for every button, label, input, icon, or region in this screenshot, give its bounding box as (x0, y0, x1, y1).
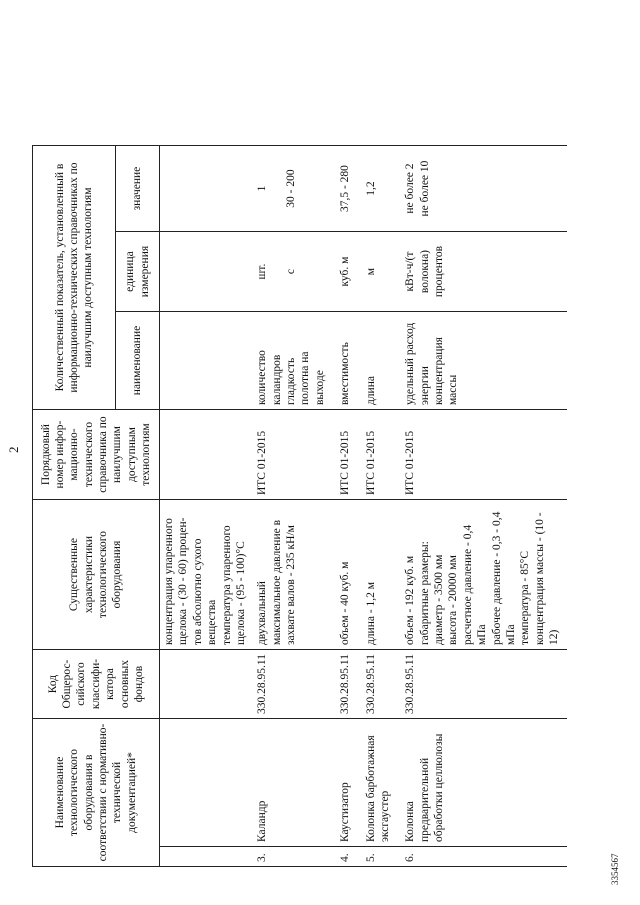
header-okof-code: Код Общерос-сийского классифи-катора основных фондов (33, 650, 160, 719)
header-indicator-value: значение (116, 146, 160, 232)
characteristics: объем - 40 куб. м (333, 500, 358, 650)
header-indicator-name: наименование (116, 312, 160, 410)
continuation-row (160, 146, 251, 867)
indicator-names: длина (359, 312, 399, 410)
indicator-units: шт. с (250, 232, 333, 312)
header-equipment-name: Наименование технологического оборудования в соответствии с нормативно-технической документацией* (33, 719, 160, 867)
equipment-name: Каустизатор (333, 719, 358, 847)
page-number: 2 (6, 446, 21, 453)
okof-code: 330.28.95.11 (333, 650, 358, 719)
okof-code: 330.28.95.11 (250, 650, 333, 719)
table-row (333, 146, 358, 867)
table-row (359, 146, 399, 867)
its-number: ИТС 01-2015 (359, 410, 399, 500)
row-number: 6. (398, 847, 567, 867)
indicator-values: 1,2 (359, 146, 399, 232)
header-characteristics: Существенные характеристики технологического оборудования (33, 500, 160, 650)
header-quantitative-indicator: Количественный показатель, установленный в информационно-технических справочниках по наилучшим доступным технологиям (33, 146, 116, 410)
row-number: 4. (333, 847, 358, 867)
row-number: 3. (250, 847, 333, 867)
table-header (33, 146, 160, 867)
indicator-units: кВт-ч/(т волокна) процентов (398, 232, 567, 312)
its-number: ИТС 01-2015 (333, 410, 358, 500)
indicator-units: куб. м (333, 232, 358, 312)
its-number: ИТС 01-2015 (398, 410, 567, 500)
equipment-name: Колонка барботажная эксгаустер (359, 719, 399, 847)
header-indicator-unit: единица измерения (116, 232, 160, 312)
equipment-name: Каландр (250, 719, 333, 847)
indicator-values: не более 2 не более 10 (398, 146, 567, 232)
continuation-text: концентрация упаренного щелока - (30 - 60) процен-тов абсолютно сухого вещества температура упаренного щелока - (95 - 100)°С (160, 500, 251, 650)
indicator-values: 1 30 - 200 (250, 146, 333, 232)
equipment-name: Колонка предварительной обработки целлюлозы (398, 719, 567, 847)
characteristics: длина - 1,2 м (359, 500, 399, 650)
indicator-values: 37,5 - 280 (333, 146, 358, 232)
indicator-names: вместимость (333, 312, 358, 410)
row-number: 5. (359, 847, 399, 867)
table-row (398, 146, 567, 867)
characteristics: двухвальный максимальное давление в захвате валов - 235 кН/м (250, 500, 333, 650)
table-body (160, 146, 568, 867)
okof-code: 330.28.95.11 (359, 650, 399, 719)
equipment-table (32, 145, 567, 867)
its-number: ИТС 01-2015 (250, 410, 333, 500)
characteristics: объем - 192 куб. м габаритные размеры: диаметр - 3500 мм высота - 20000 мм расчетное давление - 0,4 мПа рабочее давление - 0,3 - 0,4 мПа температура - 85°С концентрация массы - (10 - 12) (398, 500, 567, 650)
okof-code: 330.28.95.11 (398, 650, 567, 719)
indicator-names: удельный расход энергии концентрация массы (398, 312, 567, 410)
indicator-names: количество каландров гладкость полотна на выходе (250, 312, 333, 410)
table-row (250, 146, 333, 867)
document-code: 3354567 (610, 853, 620, 885)
indicator-units: м (359, 232, 399, 312)
header-its-number: Порядковый номер инфор-мационно-технического справочника по наилучшим доступным технологиям (33, 410, 160, 500)
